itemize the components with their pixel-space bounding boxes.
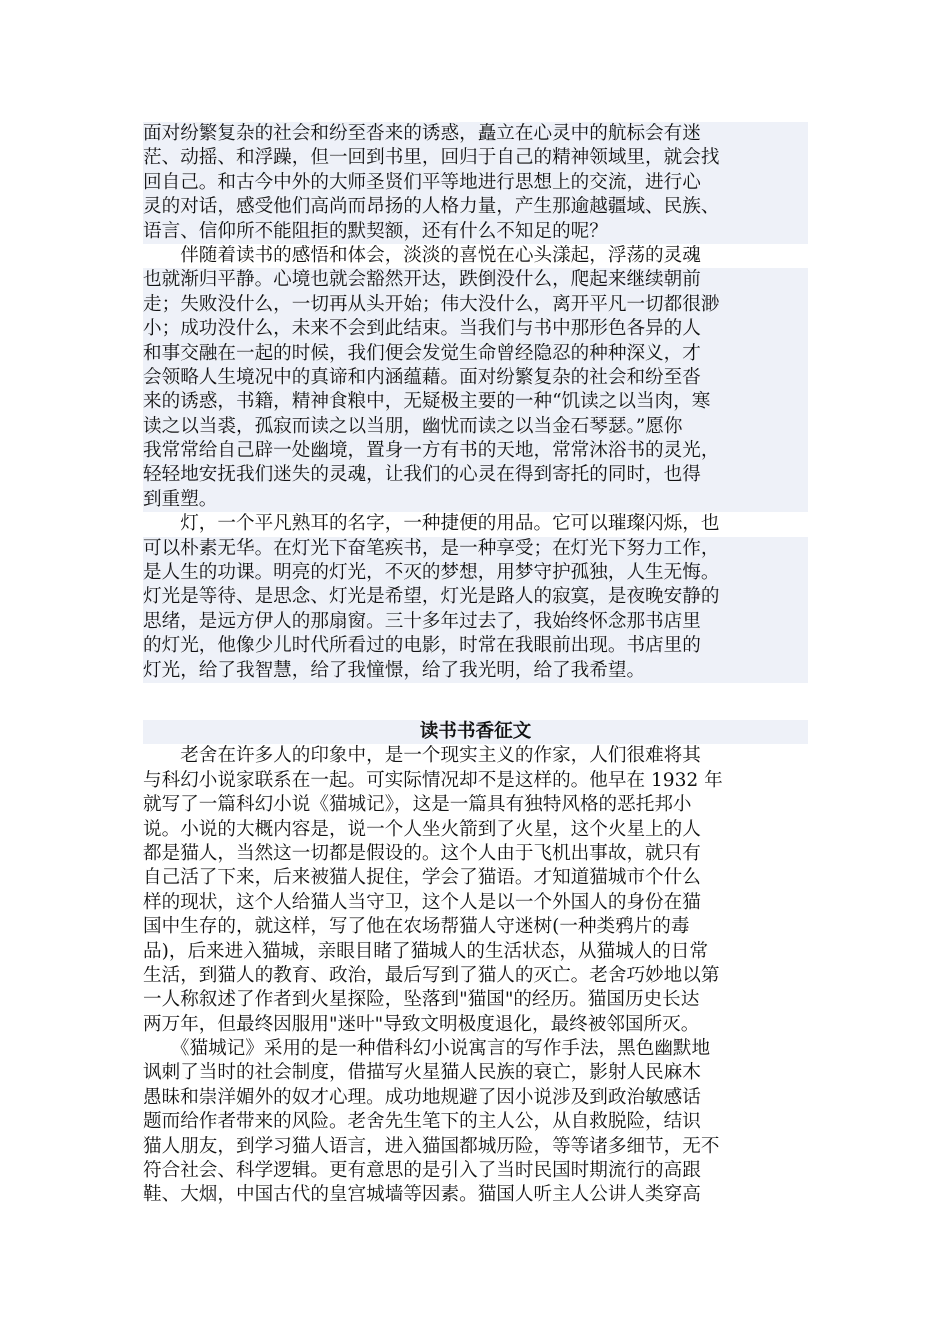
paragraph-line: 轻轻地安抚我们迷失的灵魂，让我们的心灵在得到寄托的同时，也得: [143, 463, 808, 487]
paragraph-line: 思绪，是远方伊人的那扇窗。三十多年过去了，我始终怀念那书店里: [143, 610, 808, 634]
paragraph-line: 品)，后来进入猫城，亲眼目睹了猫城人的生活状态，从猫城人的日常: [143, 940, 709, 962]
essay-title: 读书书香征文: [143, 720, 808, 744]
paragraph-line: 就写了一篇科幻小说《猫城记》，这是一篇具有独特风格的恶托邦小: [143, 794, 692, 816]
paragraph-line: 面对纷繁复杂的社会和纷至沓来的诱惑，矗立在心灵中的航标会有迷: [143, 122, 808, 146]
paragraph-line: 走；失败没什么，一切再从头开始；伟大没什么，离开平凡一切都很渺: [143, 293, 808, 317]
paragraph-line: 是人生的功课。明亮的灯光，不灭的梦想，用梦守护孤独，人生无悔。: [143, 561, 808, 585]
paragraph-line: 茫、动摇、和浮躁，但一回到书里，回归于自己的精神领域里，就会找: [143, 146, 808, 170]
paragraph-line: 愚昧和崇洋媚外的奴才心理。成功地规避了因小说涉及到政治敏感话: [143, 1086, 701, 1108]
paragraph-line: 样的现状，这个人给猫人当守卫，这个人是以一个外国人的身份在猫: [143, 891, 701, 913]
paragraph-line: 两万年，但最终因服用"迷叶"导致文明极度退化，最终被邻国所灭。: [143, 1013, 700, 1035]
paragraph-line: 小；成功没什么，未来不会到此结束。当我们与书中那形色各异的人: [143, 317, 808, 341]
paragraph-line: 也就渐归平静。心境也就会豁然开达，跌倒没什么，爬起来继续朝前: [143, 268, 808, 292]
paragraph-line: 猫人朋友，到学习猫人语言，进入猫国都城历险，等等诸多细节，无不: [143, 1135, 720, 1157]
paragraph-line: 题而给作者带来的风险。老舍先生笔下的主人公，从自救脱险，结识: [143, 1111, 701, 1133]
paragraph-line: 的灯光，他像少儿时代所看过的电影，时常在我眼前出现。书店里的: [143, 634, 808, 658]
paragraph-line: 《猫城记》采用的是一种借科幻小说寓言的写作手法，黑色幽默地: [143, 1038, 711, 1060]
paragraph-line: 来的诱惑，书籍，精神食粮中，无疑极主要的一种“饥读之以当肉，寒: [143, 390, 808, 414]
paragraph-line: 国中生存的，就这样，写了他在农场帮猫人守迷树(一种类鸦片的毒: [143, 916, 690, 938]
paragraph-line: 语言、信仰所不能阻拒的默契额，还有什么不知足的呢？: [143, 220, 808, 244]
paragraph-line: 和事交融在一起的时候，我们便会发觉生命曾经隐忍的种种深义，才: [143, 342, 808, 366]
paragraph-line: 我常常给自己辟一处幽境，置身一方有书的天地，常常沐浴书的灵光，: [143, 439, 808, 463]
paragraph-line: 自己活了下来，后来被猫人捉住，学会了猫语。才知道猫城市个什么: [143, 867, 701, 889]
paragraph-line: 生活，到猫人的教育、政治，最后写到了猫人的灭亡。老舍巧妙地以第: [143, 964, 720, 986]
paragraph-line: 灯光是等待、是思念、灯光是希望，灯光是路人的寂寞，是夜晚安静的: [143, 585, 808, 609]
essay-section-lamplight: [143, 122, 808, 683]
paragraph-line: 读之以当裘，孤寂而读之以当朋，幽忧而读之以当金石琴瑟。”愿你: [143, 415, 808, 439]
paragraph-line: 都是猫人，当然这一切都是假设的。这个人由于飞机出事故，就只有: [143, 842, 701, 864]
paragraph-line: 会领略人生境况中的真谛和内涵蕴藉。面对纷繁复杂的社会和纷至沓: [143, 366, 808, 390]
paragraph-line: 讽刺了当时的社会制度，借描写火星猫人民族的衰亡，影射人民麻木: [143, 1062, 701, 1084]
paragraph-line: 回自己。和古今中外的大师圣贤们平等地进行思想上的交流，进行心: [143, 171, 808, 195]
paragraph-line: 符合社会、科学逻辑。更有意思的是引入了当时民国时期流行的高跟: [143, 1160, 701, 1182]
paragraph-line: 到重塑。: [143, 488, 808, 512]
paragraph-line: 鞋、大烟，中国古代的皇宫城墙等因素。猫国人听主人公讲人类穿高: [143, 1184, 701, 1206]
paragraph-line: 灵的对话，感受他们高尚而昂扬的人格力量，产生那逾越疆域、民族、: [143, 195, 808, 219]
paragraph-line: 与科幻小说家联系在一起。可实际情况却不是这样的。他早在 1932 年: [143, 769, 723, 791]
paragraph-line: 一人称叙述了作者到火星探险，坠落到"猫国"的经历。猫国历史长达: [143, 989, 700, 1011]
paragraph-line: 灯光，给了我智慧，给了我憧憬，给了我光明，给了我希望。: [143, 659, 808, 683]
paragraph-line: 老舍在许多人的印象中，是一个现实主义的作家，人们很难将其: [143, 745, 701, 767]
paragraph-line: 伴随着读书的感悟和体会，淡淡的喜悦在心头漾起，浮荡的灵魂: [143, 244, 701, 266]
essay-section-cat-country: [143, 720, 808, 1208]
paragraph-line: 说。小说的大概内容是，说一个人坐火箭到了火星，这个火星上的人: [143, 818, 701, 840]
paragraph-line: 灯，一个平凡熟耳的名字，一种捷便的用品。它可以璀璨闪烁，也: [143, 513, 720, 535]
paragraph-line: 可以朴素无华。在灯光下奋笔疾书，是一种享受；在灯光下努力工作，: [143, 537, 808, 561]
